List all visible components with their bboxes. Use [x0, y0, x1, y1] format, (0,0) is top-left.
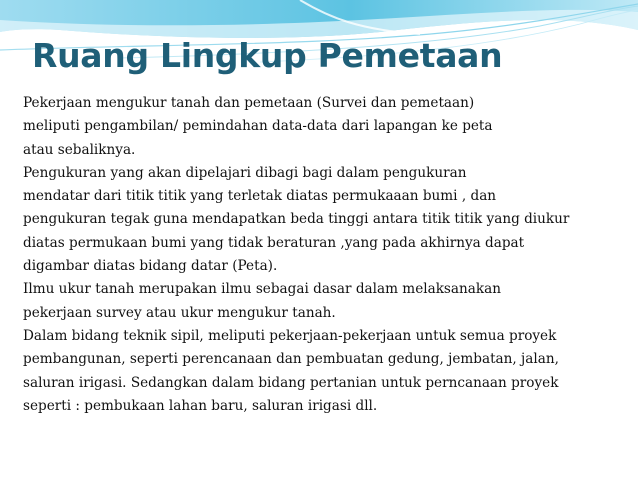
- body-line: seperti : pembukaan lahan baru, saluran irigasi dll.: [23, 397, 378, 414]
- body-line: Ilmu ukur tanah merupakan ilmu sebagai dasar dalam melaksanakan: [23, 281, 501, 298]
- slide-title: Ruang Lingkup Pemetaan: [32, 36, 503, 75]
- body-line: Pengukuran yang akan dipelajari dibagi bagi dalam pengukuran: [23, 164, 467, 181]
- body-line: digambar diatas bidang datar (Peta).: [23, 258, 278, 275]
- body-line: pekerjaan survey atau ukur mengukur tanah.: [23, 304, 336, 321]
- body-line: Dalam bidang teknik sipil, meliputi pekerjaan-pekerjaan untuk semua proyek: [23, 327, 557, 344]
- body-line: pembangunan, seperti perencanaan dan pembuatan gedung, jembatan, jalan,: [23, 351, 559, 368]
- body-line: diatas permukaan bumi yang tidak beraturan ,yang pada akhirnya dapat: [23, 234, 525, 251]
- body-line: pengukuran tegak guna mendapatkan beda tinggi antara titik titik yang diukur: [23, 211, 570, 228]
- slide-body: [23, 92, 623, 418]
- body-line: Pekerjaan mengukur tanah dan pemetaan (Survei dan pemetaan): [23, 95, 475, 111]
- body-line: saluran irigasi. Sedangkan dalam bidang pertanian untuk perncanaan proyek: [23, 374, 559, 391]
- body-line: atau sebaliknya.: [23, 141, 136, 158]
- body-line: mendatar dari titik titik yang terletak diatas permukaaan bumi , dan: [23, 188, 497, 205]
- body-line: meliputi pengambilan/ pemindahan data-data dari lapangan ke peta: [23, 118, 493, 135]
